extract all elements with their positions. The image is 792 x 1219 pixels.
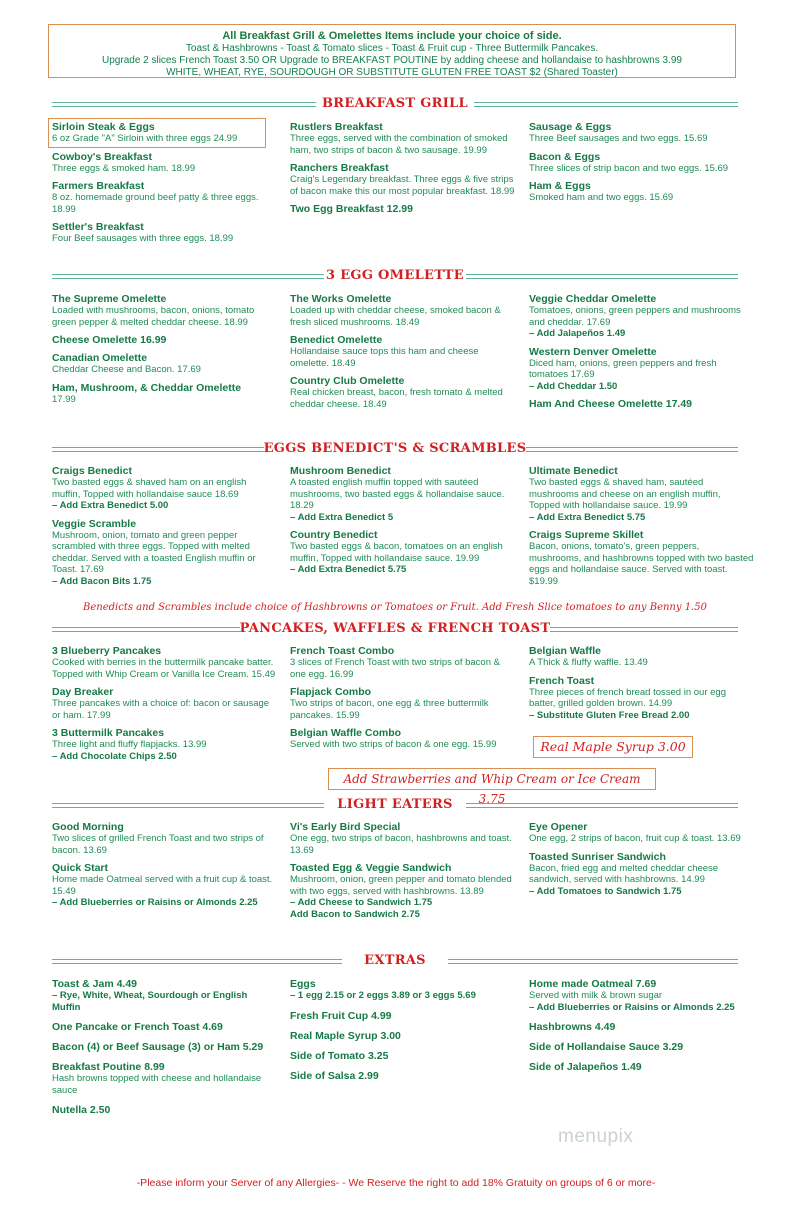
menu-item-name: French Toast Combo [290, 645, 395, 657]
menu-item [529, 180, 754, 204]
menu-item-name: Ham & Eggs [529, 180, 591, 192]
menu-item-description: Loaded up with cheddar cheese, smoked bacon & fresh sliced mushrooms. 18.49 [290, 305, 501, 328]
benedict-col-3 [529, 465, 754, 593]
menu-item [52, 821, 277, 856]
menu-item [290, 1070, 515, 1082]
section-title: PANCAKES, WAFFLES & FRENCH TOAST [239, 621, 551, 636]
menu-item-description: Served with two strips of bacon & one egg. 15.99 [290, 739, 497, 750]
menu-item-name: Western Denver Omelette [529, 345, 657, 358]
menu-item-description: Two basted eggs & shaved ham on an english muffin, Topped with hollandaise sauce 18.69 [52, 477, 247, 500]
menu-item [290, 162, 515, 197]
menu-item-name: Sirloin Steak & Eggs [52, 121, 155, 133]
menu-item [290, 821, 515, 856]
menu-item [290, 1050, 515, 1062]
menu-item [52, 645, 277, 680]
menu-item-description: One egg, 2 strips of bacon, fruit cup & toast. 13.69 [529, 833, 741, 844]
menu-item-name: Breakfast Poutine 8.99 [52, 1061, 165, 1073]
menu-item-description: Mushroom, onion, tomato and green pepper scrambled with three eggs. Topped with melted cheddar. Served with a toasted English muffin or Toast. 17.69 [52, 529, 256, 575]
benedict-note: Benedicts and Scrambles include choice of Hashbrowns or Tomatoes or Fruit. Add Fresh Slice tomatoes to any Benny 1.50 [83, 602, 707, 613]
menu-item-name: Vi's Early Bird Special [290, 821, 401, 833]
omelette-col-3 [529, 293, 754, 416]
menu-item-name: Side of Salsa 2.99 [290, 1069, 379, 1082]
menu-item-description: Loaded with mushrooms, bacon, onions, tomato green pepper & melted cheddar cheese. 18.99 [52, 305, 255, 328]
menu-item [290, 686, 515, 721]
menu-item [529, 293, 754, 340]
menu-item-name: The Supreme Omelette [52, 293, 167, 305]
menu-item [52, 293, 277, 328]
menu-item [529, 121, 754, 145]
menu-item-name: Side of Tomato 3.25 [290, 1049, 389, 1062]
menu-item [529, 346, 754, 393]
menu-item [52, 518, 277, 588]
menu-item-description: Two basted eggs & bacon, tomatoes on an english muffin, Topped with hollandaise sauce. 19.99 [290, 541, 503, 564]
section-title: LIGHT EATERS [337, 797, 453, 812]
grill-col-2 [290, 121, 515, 221]
menu-item-addon: – Add Blueberries or Raisins or Almonds 2.25 [52, 897, 258, 908]
menu-item [529, 529, 754, 587]
menu-item [529, 398, 754, 410]
menu-item-addon: – 1 egg 2.15 or 2 eggs 3.89 or 3 eggs 5.69 [290, 990, 476, 1001]
menu-item-description: Bacon, fried egg and melted cheddar cheese sandwich, served with hashbrowns. 14.99 [529, 862, 719, 885]
menu-item-name: The Works Omelette [290, 293, 392, 305]
menu-item-description: Mushroom, onion, green pepper and tomato blended with two eggs, served with hashbrowns. 13.89 [290, 874, 512, 897]
menu-item [52, 1061, 277, 1096]
menu-item-description: Three pieces of french bread tossed in our egg batter, grilled golden brown. 14.99 [529, 686, 726, 709]
menu-item-name: Settler's Breakfast [52, 221, 144, 233]
menu-item-name: Real Maple Syrup 3.00 [290, 1029, 401, 1042]
menu-item [290, 1030, 515, 1042]
menu-item-name: French Toast [529, 674, 595, 687]
menu-item [52, 151, 277, 175]
menu-item-name: Craigs Benedict [52, 465, 132, 477]
menu-item-addon: – Add Chocolate Chips 2.50 [52, 750, 177, 762]
menu-item-name: Bacon & Eggs [529, 150, 601, 163]
menu-item [290, 293, 515, 328]
menu-item-name: Bacon (4) or Beef Sausage (3) or Ham 5.29 [52, 1041, 264, 1053]
section-header-pancakes [52, 621, 738, 643]
menu-item-description: Hash browns topped with cheese and hollandaise sauce [52, 1073, 262, 1096]
menu-item-description: Real chicken breast, bacon, fresh tomato & melted cheddar cheese. 18.49 [290, 387, 503, 410]
menu-item-name: Toasted Sunriser Sandwich [529, 850, 666, 863]
section-header-breakfast-grill [52, 96, 738, 118]
section-header-light-eaters [52, 797, 738, 819]
grill-col-1 [52, 121, 277, 251]
menu-item [529, 821, 754, 845]
menu-item-name: Canadian Omelette [52, 352, 148, 364]
menu-item-name: Benedict Omelette [290, 334, 383, 346]
sides-notice-line: Toast & Hashbrowns - Toast & Tomato slices - Toast & Fruit cup - Three Buttermilk Pancakes. [185, 43, 599, 54]
menu-item [52, 1104, 277, 1116]
menu-item [290, 121, 515, 156]
menu-item-addon: – Add Extra Benedict 5 [290, 511, 394, 523]
section-header-omelette [52, 268, 738, 290]
menu-item-addon: Add Bacon to Sandwich 2.75 [290, 908, 420, 920]
omelette-col-1 [52, 293, 277, 411]
menu-item [529, 151, 754, 175]
menu-item [529, 1061, 754, 1073]
maple-syrup-note: Real Maple Syrup 3.00 [533, 736, 693, 758]
menu-item-description: Two slices of grilled French Toast and two strips of bacon. 13.69 [52, 833, 264, 856]
menu-item [290, 529, 515, 576]
menu-item-name: Day Breaker [52, 686, 114, 698]
menu-item-name: Farmers Breakfast [52, 180, 145, 192]
menu-item-addon: – Rye, White, Wheat, Sourdough or English Muffin [52, 990, 248, 1013]
pancakes-col-2 [290, 645, 515, 757]
menu-item-name: Country Club Omelette [290, 375, 405, 387]
menu-item-name: Belgian Waffle [529, 645, 601, 657]
menu-item-description: Bacon, onions, tomato's, green peppers, mushrooms, and hashbrowns topped with two basted eggs and hollandaise sauce. Served with toast. $19.99 [529, 541, 754, 587]
menu-item [52, 334, 277, 346]
menu-item-name: Mushroom Benedict [290, 465, 391, 477]
footer-allergy-note: -Please inform your Server of any Allergies- - We Reserve the right to add 18% Gratuity on groups of 6 or more- [136, 1177, 656, 1189]
menu-item [290, 334, 515, 369]
menu-item [52, 180, 277, 215]
menu-item [52, 727, 277, 762]
menu-item-addon: – Add Blueberries or Raisins or Almonds 2.25 [529, 1001, 735, 1013]
menu-item-addon: – Add Extra Benedict 5.00 [52, 500, 169, 511]
benedict-col-2 [290, 465, 515, 582]
extras-col-1 [52, 978, 277, 1124]
menu-item-description: Three slices of strip bacon and two eggs. 15.69 [529, 162, 729, 174]
grill-col-3 [529, 121, 754, 210]
menu-item-description: Three pancakes with a choice of: bacon or sausage or ham. 17.99 [52, 698, 270, 721]
menu-item-addon: – Add Extra Benedict 5.75 [290, 564, 407, 575]
menu-item-name: Sausage & Eggs [529, 121, 612, 133]
menu-item [52, 1021, 277, 1033]
menu-item-description: One egg, two strips of bacon, hashbrowns and toast. 13.69 [290, 833, 512, 856]
pancakes-col-1 [52, 645, 277, 768]
menu-item-addon: – Add Cheese to Sandwich 1.75 [290, 897, 433, 908]
menu-item [529, 645, 754, 669]
menu-item-addon: – Add Jalapeños 1.49 [529, 328, 626, 339]
menu-item [529, 1021, 754, 1033]
menu-item-name: Ranchers Breakfast [290, 162, 389, 174]
menu-item-description: Served with milk & brown sugar [529, 990, 663, 1001]
menu-item-description: 8 oz. homemade ground beef patty & three eggs. 18.99 [52, 192, 259, 215]
menu-item-name: Good Morning [52, 821, 124, 833]
menu-item [52, 862, 277, 909]
menu-item [290, 1010, 515, 1022]
menu-item-name: Craigs Supreme Skillet [529, 529, 644, 541]
menu-item [52, 382, 277, 406]
menu-item-name: One Pancake or French Toast 4.69 [52, 1021, 223, 1033]
omelette-col-2 [290, 293, 515, 416]
menu-item [52, 352, 277, 376]
sides-notice-box [48, 24, 736, 78]
section-header-extras [52, 953, 738, 975]
menu-item-description: Smoked ham and two eggs. 15.69 [529, 192, 674, 203]
menu-item-name: Two Egg Breakfast 12.99 [290, 203, 413, 215]
menu-item-description: Hollandaise sauce tops this ham and cheese omelette. 18.49 [290, 346, 479, 369]
watermark-logo: menupix [558, 1126, 634, 1147]
menu-item-name: Hashbrowns 4.49 [529, 1021, 616, 1033]
menu-item-description: 17.99 [52, 393, 76, 405]
extras-col-3 [529, 978, 754, 1081]
menu-item [529, 851, 754, 898]
section-title: EGGS BENEDICT'S & SCRAMBLES [263, 441, 527, 456]
menu-item-name: 3 Blueberry Pancakes [52, 645, 162, 657]
menu-item-name: Belgian Waffle Combo [290, 727, 402, 739]
menu-item-description: Craig's Legendary breakfast. Three eggs & five strips of bacon make this our most popular breakfast. 18.99 [290, 174, 515, 197]
sides-notice-heading: All Breakfast Grill & Omelettes Items include your choice of side. [222, 30, 562, 42]
menu-item [290, 645, 515, 680]
menu-item [52, 121, 277, 145]
menu-item-name: Quick Start [52, 862, 109, 874]
menu-item [52, 978, 277, 1013]
menu-item-name: Cowboy's Breakfast [52, 150, 152, 163]
light-col-3 [529, 821, 754, 903]
light-col-1 [52, 821, 277, 915]
menu-item-addon: – Add Cheddar 1.50 [529, 380, 618, 392]
menu-item-name: Ham, Mushroom, & Cheddar Omelette [52, 381, 242, 394]
benedict-col-1 [52, 465, 277, 593]
section-header-benedict [52, 441, 738, 463]
menu-item-name: Home made Oatmeal 7.69 [529, 978, 657, 990]
menu-item-description: Two basted eggs & shaved ham, sautéed mushrooms and cheese on an english muffin, Topped with hollandaise sauce. 19.99 [529, 477, 721, 511]
menu-item-name: Flapjack Combo [290, 686, 372, 698]
menu-item [529, 675, 754, 722]
menu-item-description: Three light and fluffy flapjacks. 13.99 [52, 739, 207, 750]
menu-item-description: Three eggs & smoked ham. 18.99 [52, 162, 196, 174]
menu-item-description: A toasted english muffin topped with sautéed mushrooms, two basted eggs & hollandaise sauce. 18.29 [290, 477, 505, 511]
menu-item [52, 221, 277, 245]
menu-item [529, 978, 754, 1013]
menu-item-name: Side of Hollandaise Sauce 3.29 [529, 1041, 684, 1053]
menu-item-description: Home made Oatmeal served with a fruit cup & toast. 15.49 [52, 874, 273, 897]
menu-item-description: A Thick & fluffy waffle. 13.49 [529, 657, 648, 668]
menu-item-name: Ham And Cheese Omelette 17.49 [529, 398, 693, 410]
menu-item-description: Cheddar Cheese and Bacon. 17.69 [52, 364, 201, 375]
menu-item-addon: – Add Tomatoes to Sandwich 1.75 [529, 885, 682, 897]
menu-item [52, 1041, 277, 1053]
menu-item-description: Four Beef sausages with three eggs. 18.99 [52, 233, 234, 244]
menu-item-name: Country Benedict [290, 529, 378, 541]
menu-item [290, 862, 515, 920]
menu-item-description: Diced ham, onions, green peppers and fresh tomatoes 17.69 [529, 357, 717, 380]
menu-item [529, 1041, 754, 1053]
menu-item-addon: – Substitute Gluten Free Bread 2.00 [529, 709, 690, 721]
menu-item-name: Cheese Omelette 16.99 [52, 334, 167, 346]
menu-item [52, 465, 277, 512]
menu-item [290, 978, 515, 1002]
menu-item-description: Two strips of bacon, one egg & three buttermilk pancakes. 15.99 [290, 698, 489, 721]
menu-item-name: Eggs [290, 978, 316, 990]
menu-item-addon: – Add Bacon Bits 1.75 [52, 575, 152, 587]
strawberry-note: Add Strawberries and Whip Cream or Ice Cream 3.75 [328, 768, 656, 790]
section-title: EXTRAS [364, 953, 426, 968]
menu-item-name: Ultimate Benedict [529, 465, 618, 477]
section-title: 3 EGG OMELETTE [326, 268, 464, 283]
menu-item-description: Tomatoes, onions, green peppers and mushrooms and cheddar. 17.69 [529, 305, 741, 328]
light-col-2 [290, 821, 515, 926]
menu-item [290, 203, 515, 215]
menu-item-name: Veggie Cheddar Omelette [529, 293, 657, 305]
menu-item-description: Three eggs, served with the combination of smoked ham, two strips of bacon & two sausage. 19.99 [290, 133, 508, 156]
menu-item-name: 3 Buttermilk Pancakes [52, 727, 165, 739]
menu-item [52, 686, 277, 721]
menu-item [290, 465, 515, 523]
menu-item-description: 6 oz Grade "A" Sirloin with three eggs 24.99 [52, 133, 238, 144]
section-title: BREAKFAST GRILL [322, 96, 468, 111]
menu-item [290, 727, 515, 751]
extras-col-2 [290, 978, 515, 1090]
menu-item [529, 465, 754, 523]
menu-item-name: Veggie Scramble [52, 517, 137, 530]
menu-item-name: Fresh Fruit Cup 4.99 [290, 1009, 392, 1022]
menu-item-name: Nutella 2.50 [52, 1104, 111, 1116]
menu-item-name: Eye Opener [529, 821, 588, 833]
sides-notice-line: WHITE, WHEAT, RYE, SOURDOUGH OR SUBSTITUTE GLUTEN FREE TOAST $2 (Shared Toaster) [166, 67, 618, 78]
menu-item-name: Side of Jalapeños 1.49 [529, 1061, 642, 1073]
menu-item-description: Three Beef sausages and two eggs. 15.69 [529, 133, 708, 144]
menu-item-description: 3 slices of French Toast with two strips of bacon & one egg. 16.99 [290, 657, 500, 680]
menu-item-addon: – Add Extra Benedict 5.75 [529, 511, 646, 523]
menu-item-name: Toast & Jam 4.49 [52, 978, 138, 990]
menu-item [290, 375, 515, 410]
sides-notice-line: Upgrade 2 slices French Toast 3.50 OR Upgrade to BREAKFAST POUTINE by adding cheese and hollandaise to hashbrowns 3.99 [102, 55, 682, 66]
menu-item-name: Toasted Egg & Veggie Sandwich [290, 862, 452, 874]
pancakes-col-3 [529, 645, 754, 727]
menu-item-description: Cooked with berries in the buttermilk pancake batter. Topped with Whip Cream or Vanilla Ice Cream. 15.49 [52, 657, 276, 680]
menu-item-name: Rustlers Breakfast [290, 121, 383, 133]
